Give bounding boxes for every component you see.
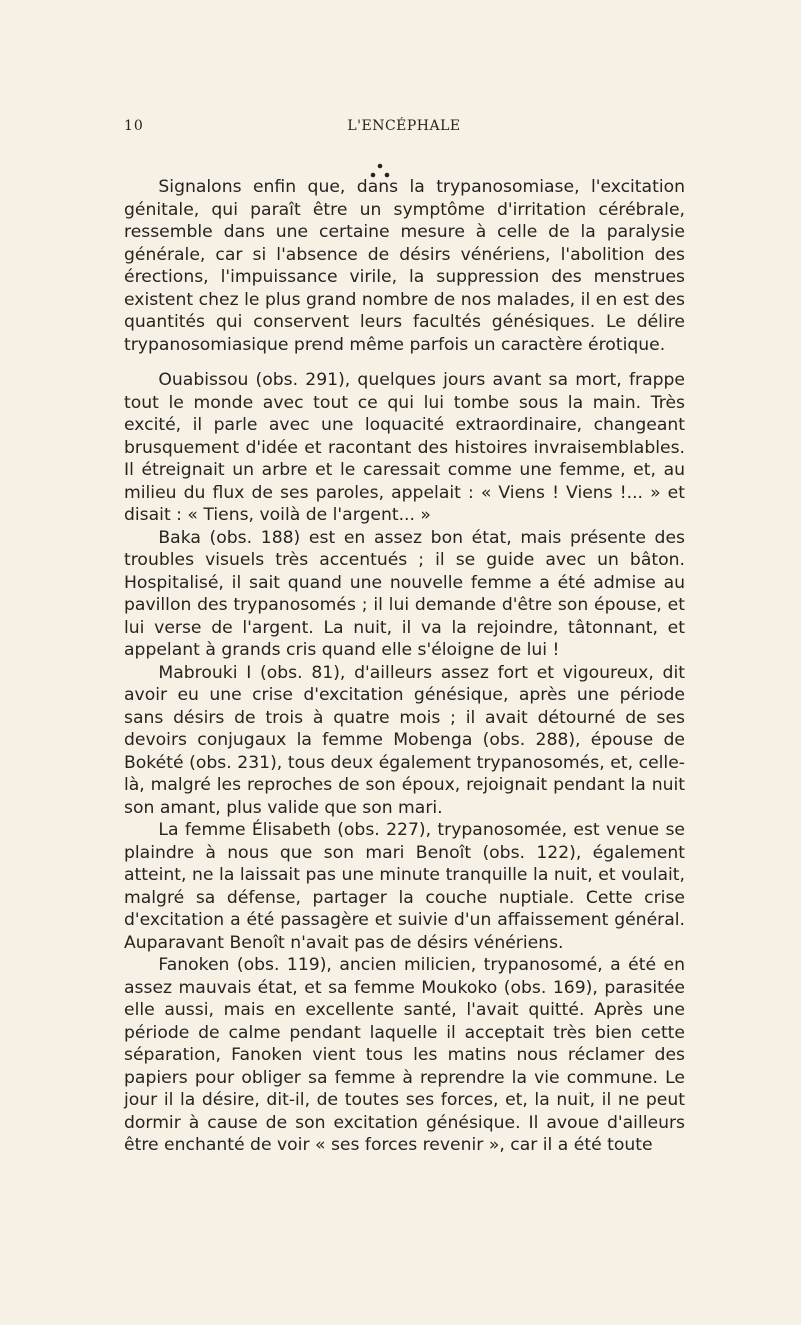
body-text <box>124 176 685 1157</box>
page-number: 10 <box>124 118 144 134</box>
paragraph-mabrouki: Mabrouki I (obs. 81), d'ailleurs assez fort et vigoureux, dit avoir eu une crise d'excitation génésique, après une période sans désirs de trois à quatre mois ; il avait détourné de ses devoirs conjugaux la femme Mobenga (obs. 288), épouse de Bokété (obs. 231), tous deux également trypanosomés, et, celle-là, malgré les reproches de son époux, rejoignait pendant la nuit son amant, plus valide que son mari. <box>124 662 685 818</box>
paragraph-baka: Baka (obs. 188) est en assez bon état, mais présente des troubles visuels très accentués ; il se guide avec un bâton. Hospitalisé, il sait quand une nouvelle femme a été admise au pavillon des trypanosomés ; il lui demande d'être son épouse, et lui verse de l'argent. La nuit, il va la rejoindre, tâtonnant, et appelant à grands cris quand elle s'éloigne de lui ! <box>124 527 685 660</box>
paragraph-elisabeth: La femme Élisabeth (obs. 227), trypanosomée, est venue se plaindre à nous que son mari Benoît (obs. 122), également atteint, ne la laissait pas une minute tranquille la nuit, et voulait, malgré sa défense, partager la couche nuptiale. Cette crise d'excitation a été passagère et suivie d'un affaissement général. Auparavant Benoît n'avait pas de désirs vénériens. <box>124 820 685 953</box>
page-header <box>124 118 684 140</box>
paragraph-intro: Signalons enfin que, dans la trypanosomiase, l'excitation génitale, qui paraît être un symptôme d'irritation cérébrale, ressemble dans une certaine mesure à celle de la paralysie générale, car si l'absence de désirs vénériens, l'abolition des érections, l'impuissance virile, la suppression des menstrues existent chez le plus grand nombre de nos malades, il en est des quantités qui conservent leurs facultés génésiques. Le délire trypanosomiasique prend même parfois un caractère érotique. <box>124 177 685 355</box>
ornament-star-top <box>378 164 383 169</box>
running-head: L'ENCÉPHALE <box>347 118 461 134</box>
paragraph-ouabissou: Ouabissou (obs. 291), quelques jours avant sa mort, frappe tout le monde avec tout ce qui lui tombe sous la main. Très excité, il parle avec une loquacité extraordinaire, changeant brusquement d'idée et racontant des histoires invraisemblables. Il étreignait un arbre et le caressait comme une femme, et, au milieu du flux de ses paroles, appelait : « Viens ! Viens !... » et disait : « Tiens, voilà de l'argent... » <box>124 370 685 525</box>
paragraph-fanoken: Fanoken (obs. 119), ancien milicien, trypanosomé, a été en assez mauvais état, et sa femme Moukoko (obs. 169), parasitée elle aussi, mais en excellente santé, l'avait quitté. Après une période de calme pendant laquelle il acceptait très bien cette séparation, Fanoken vient tous les matins nous réclamer des papiers pour obliger sa femme à reprendre la vie commune. Le jour il la désire, dit-il, de toutes ses forces, et, la nuit, il ne peut dormir à cause de son excitation génésique. Il avoue d'ailleurs être enchanté de voir « ses forces revenir », car il a été toute <box>124 955 685 1155</box>
